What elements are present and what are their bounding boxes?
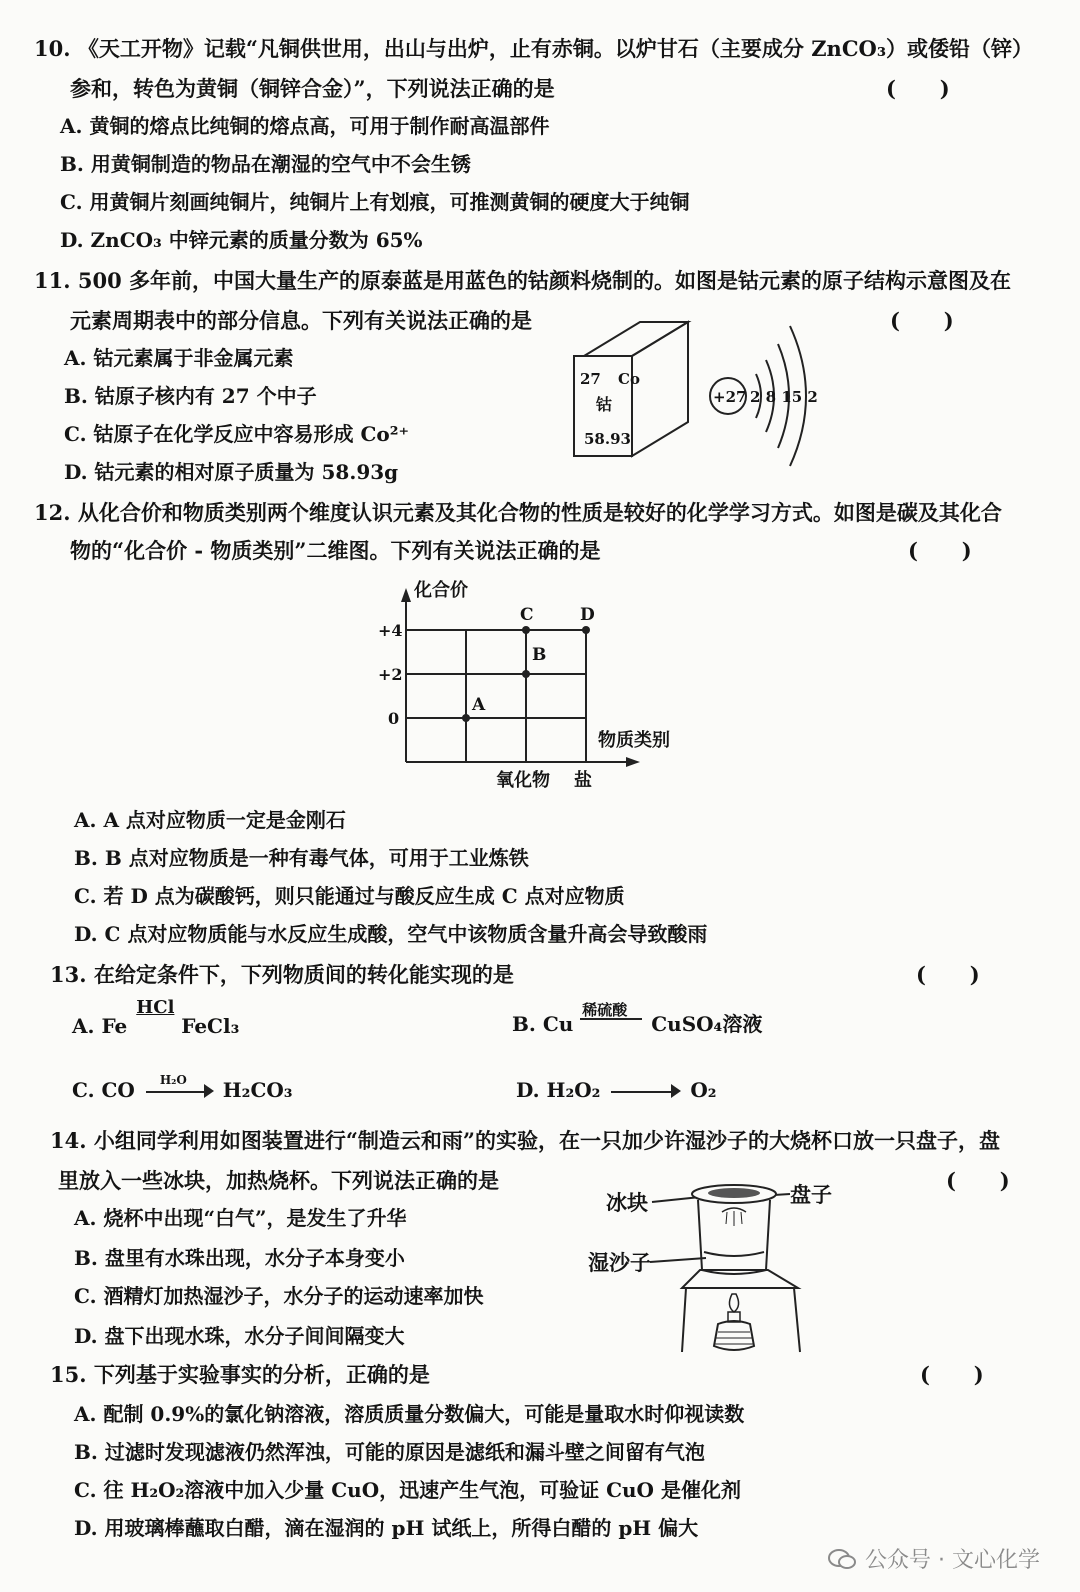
q14-option-c: C. 酒精灯加热湿沙子，水分子的运动速率加快 — [74, 1284, 484, 1308]
q13-a-product: FeCl₃ — [181, 1014, 240, 1038]
q10-stem-line2: 参和，转色为黄铜（铜锌合金）”，下列说法正确的是 — [70, 76, 555, 101]
chart-point-c — [522, 626, 530, 634]
q13-d-product: O₂ — [690, 1078, 717, 1102]
q15-stem: 15. 下列基于实验事实的分析，正确的是 — [50, 1362, 430, 1387]
x-tick-salt: 盐 — [574, 770, 592, 791]
chart-y-label: 化合价 — [414, 580, 468, 601]
q13-c-product: H₂CO₃ — [222, 1078, 293, 1102]
x-tick-oxide: 氧化物 — [496, 770, 550, 791]
chart-x-label: 物质类别 — [598, 730, 670, 751]
chart-point-b — [522, 670, 530, 678]
q11-option-a: A. 钴元素属于非金属元素 — [64, 346, 294, 370]
q10-option-d: D. ZnCO₃ 中锌元素的质量分数为 65% — [60, 228, 423, 252]
nucleus-charge: +27 — [713, 388, 747, 406]
q15-option-a: A. 配制 0.9%的氯化钠溶液，溶质质量分数偏大，可能是量取水时仰视读数 — [74, 1402, 745, 1426]
tripod-stand — [682, 1270, 800, 1352]
beaker — [698, 1200, 770, 1274]
q10-answer-blank: ( ) — [886, 76, 950, 101]
periodic-tile — [574, 322, 688, 456]
label-plate: 盘子 — [790, 1182, 832, 1207]
chart-point-a — [462, 714, 470, 722]
cobalt-figure — [570, 316, 830, 486]
q13-answer-blank: ( ) — [916, 962, 980, 987]
q15-answer-blank: ( ) — [920, 1362, 984, 1387]
atom-structure-diagram — [710, 326, 818, 466]
q13-b-condition: 稀硫酸 — [582, 1000, 628, 1019]
q14-option-b: B. 盘里有水珠出现，水分子本身变小 — [74, 1246, 405, 1270]
cloud-rain-apparatus — [584, 1174, 874, 1360]
y-tick-plus2: +2 — [378, 665, 403, 684]
label-wet-sand: 湿沙子 — [588, 1250, 651, 1275]
q13-c-arrow — [142, 1072, 216, 1104]
valence-category-chart — [350, 574, 710, 798]
tile-symbol: Co — [618, 370, 640, 388]
q13-d-arrow — [607, 1080, 683, 1104]
q10-option-a: A. 黄铜的熔点比纯铜的熔点高，可用于制作耐高温部件 — [60, 114, 550, 138]
q13-option-d — [516, 1078, 717, 1104]
q13-a-condition: HCl — [136, 996, 175, 1018]
q13-option-c — [72, 1072, 293, 1104]
q13-c-reactant: C. CO — [72, 1078, 135, 1102]
q14-stem-line2: 里放入一些冰块，加热烧杯。下列说法正确的是 — [58, 1168, 499, 1193]
q14-answer-blank: ( ) — [946, 1168, 1010, 1193]
q13-option-b — [512, 1000, 763, 1038]
q10-stem-line1: 10. 《天工开物》记载“凡铜供世用，出山与出炉，止有赤铜。以炉甘石（主要成分 ZnCO₃）或倭铅（锌） — [34, 36, 1034, 61]
q11-option-d: D. 钴元素的相对原子质量为 58.93g — [64, 460, 399, 484]
q10-option-c: C. 用黄铜片刻画纯铜片，纯铜片上有划痕，可推测黄铜的硬度大于纯铜 — [60, 190, 690, 214]
wechat-icon — [827, 1547, 857, 1571]
q15-option-b: B. 过滤时发现滤液仍然浑浊，可能的原因是滤纸和漏斗壁之间留有气泡 — [74, 1440, 705, 1464]
q13-d-reactant: D. H₂O₂ — [516, 1078, 601, 1102]
chart-point-d — [582, 626, 590, 634]
tile-atomic-number: 27 — [580, 370, 601, 388]
q13-a-reactant: A. Fe — [72, 1014, 128, 1038]
wechat-watermark — [827, 1543, 1040, 1574]
y-tick-zero: 0 — [388, 709, 400, 728]
chart-points — [462, 605, 595, 722]
q11-stem-line2: 元素周期表中的部分信息。下列有关说法正确的是 — [70, 308, 532, 333]
alcohol-lamp — [714, 1294, 754, 1350]
electron-shells: 2 8 15 2 — [750, 388, 818, 406]
q11-stem-line1: 11. 500 多年前，中国大量生产的原泰蓝是用蓝色的钴颜料烧制的。如图是钴元素的原子结构示意图及在 — [34, 268, 1011, 293]
q15-option-d: D. 用玻璃棒蘸取白醋，滴在湿润的 pH 试纸上，所得白醋的 pH 偏大 — [74, 1516, 699, 1540]
y-tick-plus4: +4 — [378, 621, 403, 640]
chart-point-label-c: C — [520, 605, 534, 625]
q10-option-b: B. 用黄铜制造的物品在潮湿的空气中不会生锈 — [60, 152, 471, 176]
q13-stem: 13. 在给定条件下，下列物质间的转化能实现的是 — [50, 962, 514, 987]
q13-b-product: CuSO₄溶液 — [651, 1012, 763, 1036]
q11-option-c: C. 钴原子在化学反应中容易形成 Co²⁺ — [64, 422, 410, 446]
q13-b-arrow — [580, 1000, 644, 1038]
q13-a-arrow — [134, 996, 175, 1040]
q14-option-d: D. 盘下出现水珠，水分子间间隔变大 — [74, 1324, 405, 1348]
q12-stem-line1: 12. 从化合价和物质类别两个维度认识元素及其化合物的性质是较好的化学学习方式。如图是碳及其化合 — [34, 500, 1002, 525]
q14-option-a: A. 烧杯中出现“白气”，是发生了升华 — [74, 1206, 407, 1230]
plate-with-ice — [692, 1185, 776, 1203]
q15-option-c: C. 往 H₂O₂溶液中加入少量 CuO，迅速产生气泡，可验证 CuO 是催化剂 — [74, 1478, 741, 1502]
q11-answer-blank: ( ) — [890, 308, 954, 333]
label-ice: 冰块 — [606, 1190, 648, 1215]
q11-option-b: B. 钴原子核内有 27 个中子 — [64, 384, 317, 408]
chart-point-label-b: B — [532, 645, 547, 665]
q12-option-c: C. 若 D 点为碳酸钙，则只能通过与酸反应生成 C 点对应物质 — [74, 884, 625, 908]
q12-answer-blank: ( ) — [908, 538, 972, 563]
q12-option-a: A. A 点对应物质一定是金刚石 — [74, 808, 346, 832]
watermark-text: 公众号 · 文心化学 — [865, 1548, 1040, 1573]
q12-stem-line2: 物的“化合价 - 物质类别”二维图。下列有关说法正确的是 — [70, 538, 601, 563]
q12-option-b: B. B 点对应物质是一种有毒气体，可用于工业炼铁 — [74, 846, 529, 870]
q12-option-d: D. C 点对应物质能与水反应生成酸，空气中该物质含量升高会导致酸雨 — [74, 922, 708, 946]
tile-atomic-mass: 58.93 — [584, 430, 631, 448]
chart-point-label-a: A — [472, 695, 486, 715]
q14-stem-line1: 14. 小组同学利用如图装置进行“制造云和雨”的实验，在一只加少许湿沙子的大烧杯口放一只盘子，盘 — [50, 1128, 1000, 1153]
tile-element-name: 钴 — [596, 395, 613, 414]
q13-c-condition: H₂O — [159, 1072, 187, 1087]
chart-point-label-d: D — [580, 605, 595, 625]
q13-option-a — [72, 996, 240, 1040]
q13-b-reactant: B. Cu — [512, 1012, 574, 1036]
